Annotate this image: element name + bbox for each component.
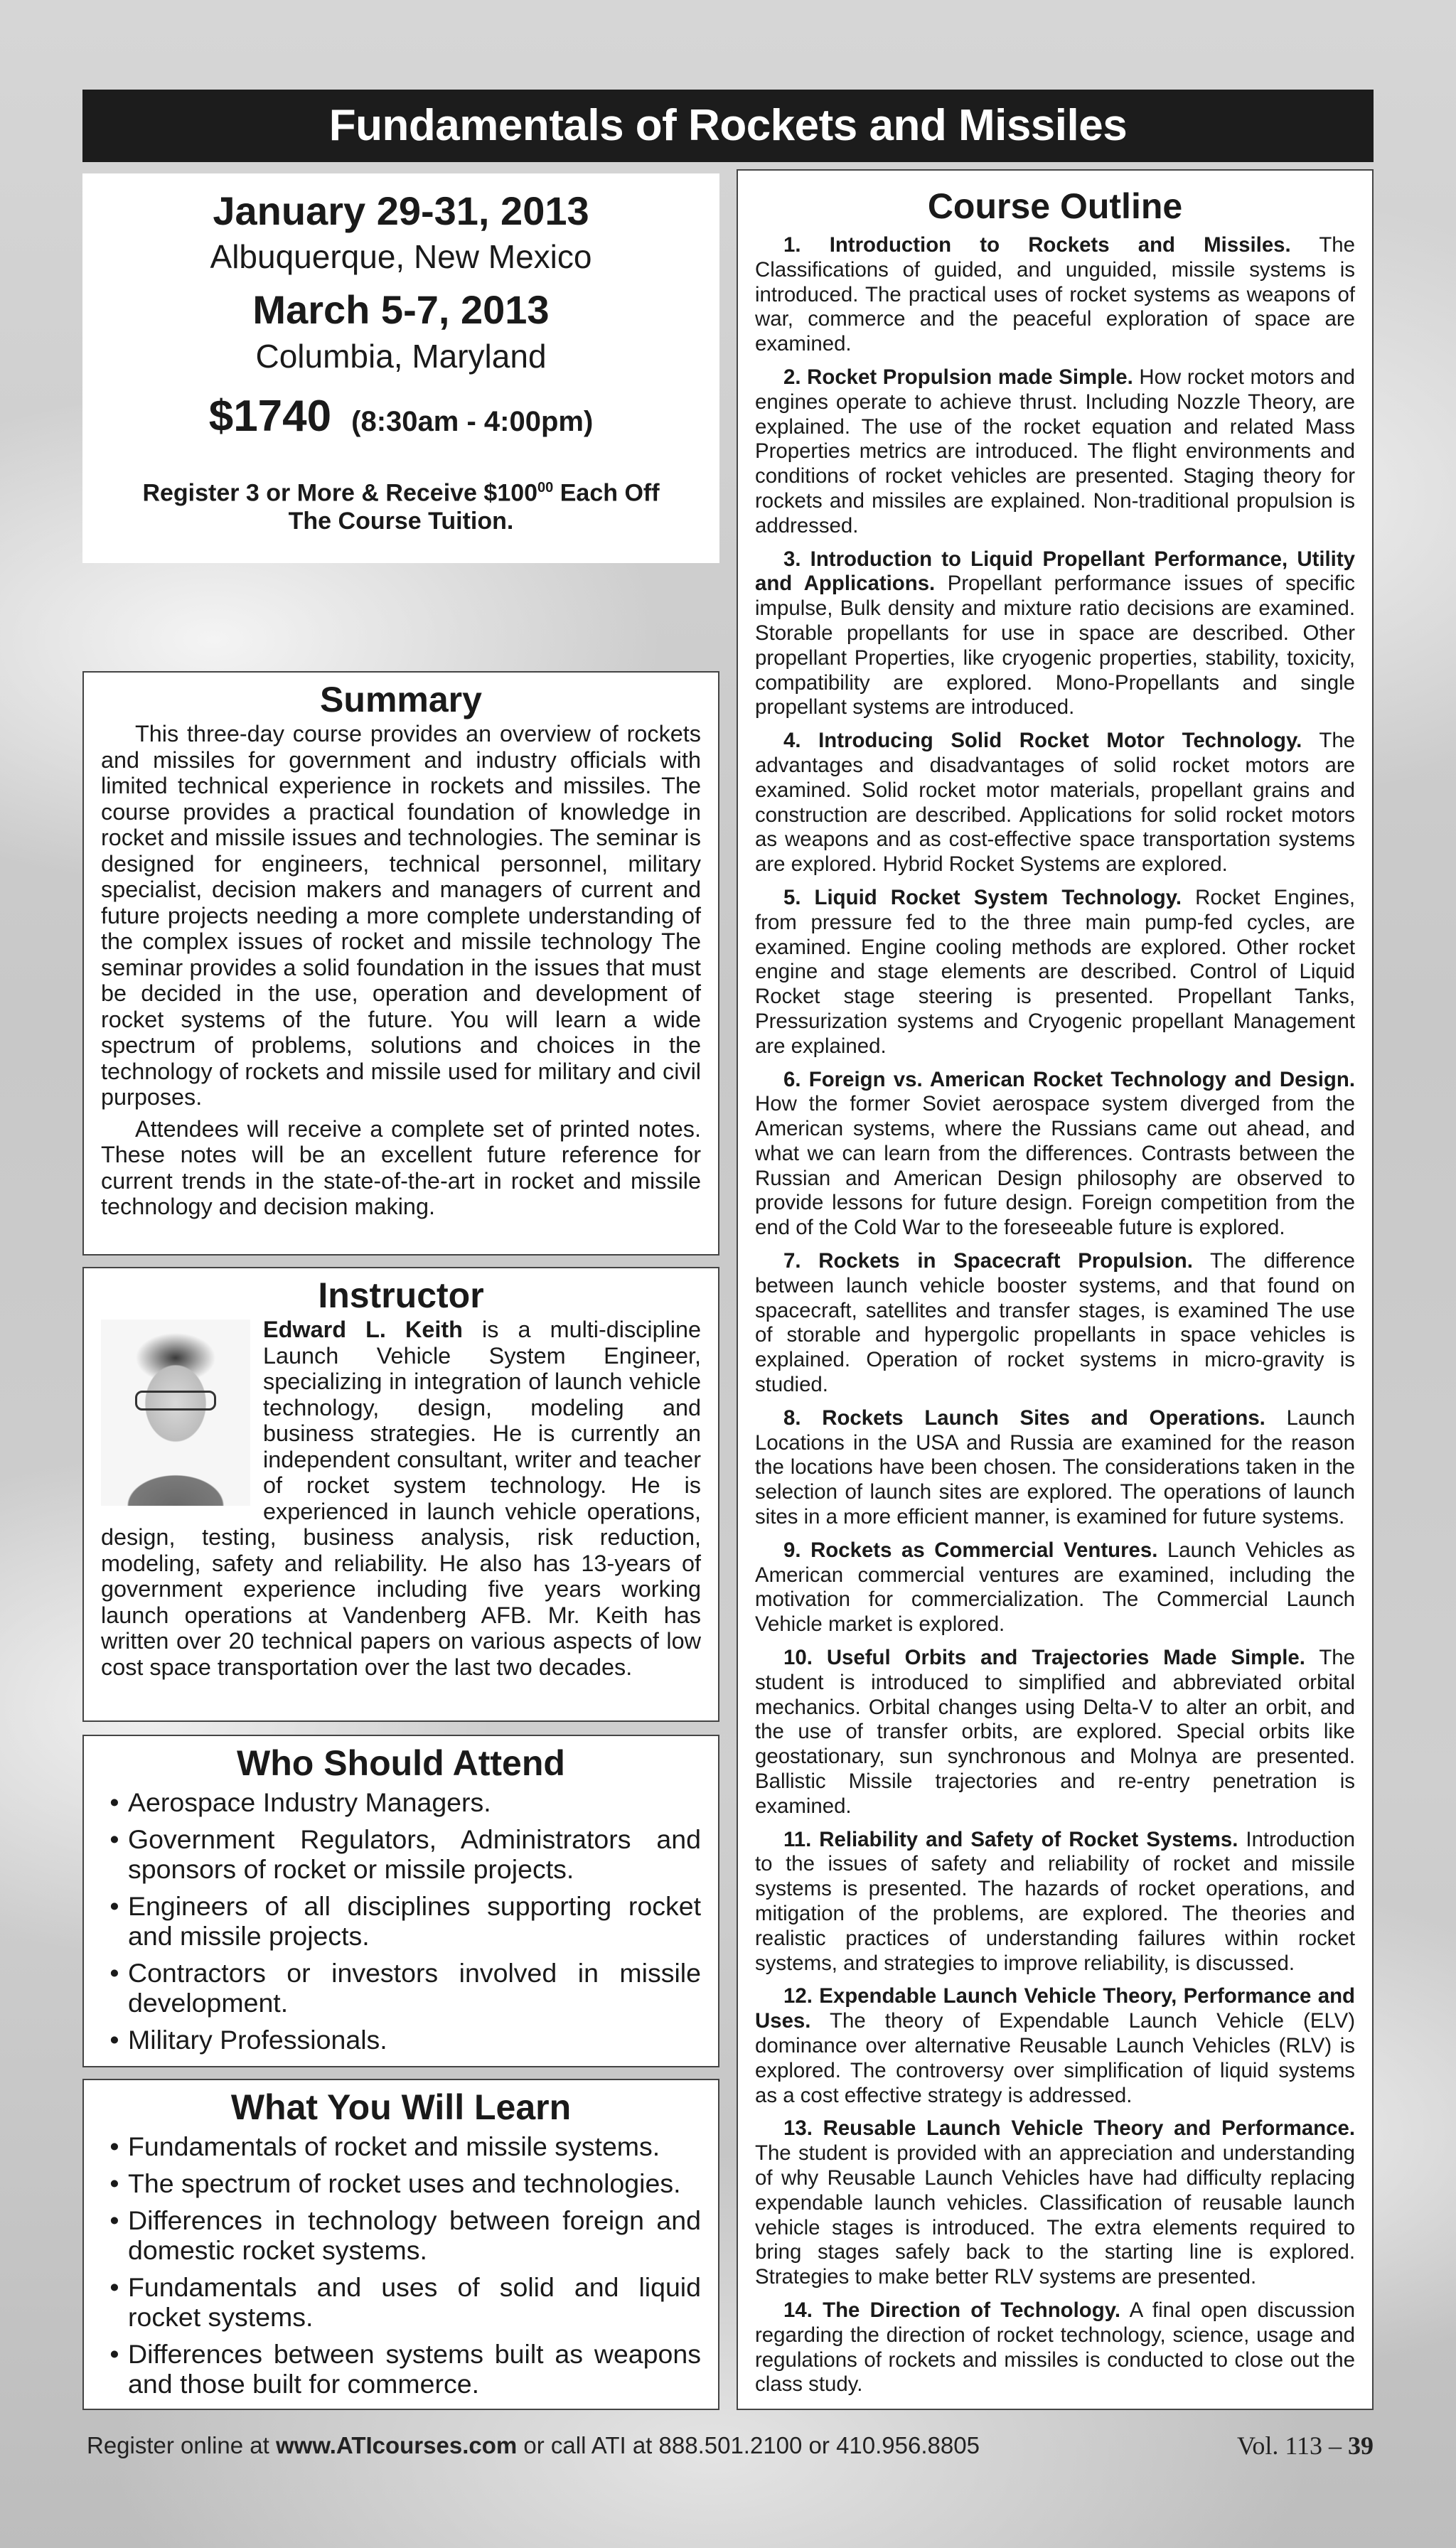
group-discount-note (82, 473, 719, 535)
outline-item-heading: 9. Rockets as Commercial Ventures. (783, 1538, 1158, 1562)
instructor-box (82, 1267, 719, 1722)
outline-item-body: The advantages and disadvantages of solid rocket motors are examined. Solid rocket motor materials, propellant grains and construction are described. Applications for solid rocket motors as weapons and as cost-effective space transportation systems are explored. Hybrid Rocket Systems are explored. (755, 729, 1356, 877)
bullet-icon: • (109, 2131, 119, 2161)
page-number: 39 (1348, 2431, 1374, 2460)
what-you-will-learn-title: What You Will Learn (230, 2087, 572, 2127)
instructor-title: Instructor (318, 1275, 484, 1315)
outline-item-heading: 13. Reusable Launch Vehicle Theory and Performance. (783, 2116, 1355, 2141)
list-item (101, 2205, 701, 2265)
session-city-2: Columbia, Maryland (255, 338, 547, 375)
list-item-text: Government Regulators, Administrators and sponsors of rocket or missile projects. (128, 1824, 701, 1884)
outline-item (755, 233, 1355, 357)
list-item (101, 2272, 701, 2332)
list-item-text: Military Professionals. (128, 2025, 387, 2055)
volume-label: Vol. 113 – (1236, 2431, 1348, 2460)
bullet-icon: • (109, 2339, 119, 2369)
volume-page-number (1237, 2431, 1374, 2460)
list-item-text: Aerospace Industry Managers. (128, 1787, 491, 1817)
bullet-icon: • (109, 1787, 119, 1817)
bullet-icon: • (109, 2205, 119, 2235)
outline-item (755, 365, 1355, 539)
schedule-panel (82, 173, 719, 563)
list-item (101, 1787, 701, 1817)
attendee-list (101, 1787, 701, 2055)
bullet-icon: • (109, 1891, 119, 1921)
course-hours: (8:30am - 4:00pm) (351, 406, 594, 437)
discount-cents: 00 (537, 480, 554, 496)
outline-item-heading: 6. Foreign vs. American Rocket Technology and Design. (783, 1067, 1355, 1091)
outline-item (755, 1646, 1355, 1819)
outline-item (755, 547, 1355, 721)
session-date-1: January 29-31, 2013 (213, 188, 589, 233)
glasses-icon (135, 1391, 216, 1410)
outline-item-body: Rocket Engines, from pressure fed to the three main pump-fed cycles, are examined. Engine cooling methods are explored. Other rocket engine and stage elements are described. Control of Liquid Rocket stage steering is presented. Propellant Tanks, Pressurization systems and Cryogenic propellant Management are explained. (755, 885, 1355, 1058)
outline-item-body: How rocket motors and engines operate to achieve thrust. Including Nozzle Theory, are explained. The use of the rocket equation and related Mass Properties metrics are introduced. The flight environments and conditions of rocket vehicles are presented. Staging theory for rockets and missiles are explained. Non-traditional propulsion is addressed. (755, 365, 1356, 537)
list-item-text: Differences in technology between foreign and domestic rocket systems. (128, 2205, 701, 2265)
outline-item-heading: 12. Expendable Launch Vehicle Theory, Performance and Uses. (755, 1984, 1355, 2033)
outline-item-body: The difference between launch vehicle booster systems, and that found on spacecraft, satellites and transfer stages, is examined The use of storable and hypergolic propellants in space vehicles is explained. Operation of rocket systems in micro-gravity is studied. (755, 1249, 1355, 1397)
list-item-text: Engineers of all disciplines supporting rocket and missile projects. (128, 1891, 701, 1951)
discount-text-a: Register 3 or More & Receive $100 (142, 479, 538, 507)
course-outline-box (737, 169, 1374, 2410)
outline-item-heading: 8. Rockets Launch Sites and Operations. (783, 1406, 1265, 1430)
list-item (101, 1891, 701, 1951)
page-footer (87, 2431, 1374, 2460)
outline-item-body: The Classifications of guided, and unguided, missile systems is introduced. The practical uses of rocket systems as weapons of war, commerce and the peaceful exploration of space are examined. (755, 233, 1355, 356)
outline-item-heading: 14. The Direction of Technology. (783, 2298, 1121, 2322)
footer-register-text: Register online at (87, 2432, 276, 2458)
bullet-icon: • (109, 1824, 119, 1854)
outline-item-body: A final open discussion regarding the direction of rocket technology, science, usage and regulations of rockets and missiles is conducted to close out the class study. (755, 2298, 1355, 2397)
instructor-name: Edward L. Keith (263, 1317, 463, 1342)
outline-item-heading: 5. Liquid Rocket System Technology. (783, 885, 1182, 909)
outline-item-body: Introduction to the issues of safety and reliability of rocket and missile systems is presented. The hazards of rocket operations, and mitigation of the problems, are explored. The theories and realistic practices of understanding failures within rocket systems, and strategies to improve reliability, is discussed. (755, 1827, 1355, 1975)
bullet-icon: • (109, 2168, 119, 2198)
summary-paragraph-1: This three-day course provides an overview of rockets and missiles for government and industry officials with limited technical experience in rockets and missiles. The course provides a practical foundation of knowledge in rocket and missile issues and technologies. The seminar is designed for engineers, technical personnel, military specialist, decision makers and managers of current and future projects needing a more complete understanding of the complex issues of rocket and missile technology The seminar provides a solid foundation in the issues that must be decided in the use, operation and development of rocket systems of the future. You will learn a wide spectrum of problems, solutions and choices in the technology of rockets and missile used for military and civil purposes. (101, 721, 701, 1110)
list-item (101, 2168, 701, 2198)
list-item-text: Contractors or investors involved in missile development. (128, 1958, 701, 2018)
outline-item-body: Propellant performance issues of specific impulse, Bulk density and mixture ratio decisions are examined. Storable propellants for use in space are described. Other propellant Properties, like cryogenic properties, stability, toxicity, compatibility are explored. Mono-Propellants and single propellant systems are introduced. (755, 572, 1355, 719)
outline-item-body: Launch Locations in the USA and Russia are examined for the reason the locations have been chosen. The considerations taken in the selection of launch sites are explored. The operations of launch sites in a more efficient manner, is examined for future systems. (755, 1406, 1355, 1529)
list-item-text: Fundamentals and uses of solid and liquid rocket systems. (128, 2272, 701, 2332)
list-item (101, 2131, 701, 2161)
outline-item (755, 1068, 1355, 1241)
outline-item-body: Launch Vehicles as American commercial ventures are examined, including the motivation for commercialization. The Commercial Launch Vehicle market is explored. (755, 1538, 1355, 1637)
outline-item-heading: 11. Reliability and Safety of Rocket Systems. (783, 1827, 1238, 1851)
outline-item (755, 1538, 1355, 1637)
course-outline-title: Course Outline (927, 186, 1183, 226)
outline-item-body: The student is provided with an appreciation and understanding of why Reusable Launch Vehicles have had difficulty replacing expendable launch vehicles. Classification of reusable launch vehicle stages is introduced. The extra elements required to bring stages safely back to the starting line is explored. Strategies to make better RLV systems are presented. (755, 2141, 1355, 2289)
outline-item-body: The theory of Expendable Launch Vehicle (ELV) dominance over alternative Reusable Launch Vehicles (RLV) is explored. The controversy over simplification of liquid systems as a cost effective strategy is addressed. (755, 2009, 1355, 2107)
list-item (101, 1958, 701, 2018)
outline-item (755, 2116, 1355, 2290)
list-item (101, 1824, 701, 1884)
outline-item-body: How the former Soviet aerospace system diverged from the American systems, where the Russians came out ahead, and what we can learn from the differences. Contrasts between the Russian and American Design philosophy are observed to provide lessons for future design. Foreign competition from the end of the Cold War to the foreseeable future is explored. (755, 1092, 1355, 1240)
bullet-icon: • (109, 2272, 119, 2302)
outline-item-heading: 7. Rockets in Spacecraft Propulsion. (783, 1249, 1193, 1273)
outline-item (755, 1984, 1355, 2108)
session-city-1: Albuquerque, New Mexico (210, 238, 592, 275)
course-price: $1740 (208, 392, 332, 441)
outline-item (755, 1828, 1355, 1976)
footer-phone-text: or call ATI at 888.501.2100 or 410.956.8805 (517, 2432, 980, 2458)
summary-title: Summary (320, 680, 482, 719)
page-title: Fundamentals of Rockets and Missiles (82, 90, 1374, 162)
list-item (101, 2339, 701, 2399)
outline-item-heading: 3. Introduction to Liquid Propellant Performance, Utility and Applications. (755, 547, 1355, 596)
outline-item (755, 886, 1355, 1059)
what-you-will-learn-box (82, 2079, 719, 2410)
instructor-bio-text: is a multi-discipline Launch Vehicle System Engineer, specializing in integration of launch vehicle technology, design, modeling and business strategies. He is currently an independent consultant, writer and teacher of rocket system technology. He is experienced in launch vehicle operations, design, testing, business analysis, risk reduction, modeling, safety and reliability. He also has 13-years of government experience including five years working launch operations at Vandenberg AFB. Mr. Keith has written over 20 technical papers on various aspects of low cost space transportation over the last two decades. (101, 1317, 702, 1680)
discount-text-b: Each Off The Course Tuition. (288, 479, 660, 535)
outline-item-heading: 2. Rocket Propulsion made Simple. (783, 365, 1133, 389)
who-should-attend-box (82, 1735, 719, 2067)
outline-item (755, 1249, 1355, 1398)
instructor-photo (101, 1320, 250, 1506)
outline-item-heading: 1. Introduction to Rockets and Missiles. (783, 233, 1291, 257)
outline-item (755, 1406, 1355, 1530)
learning-list (101, 2131, 701, 2399)
outline-item (755, 2298, 1355, 2397)
registration-link[interactable]: www.ATIcourses.com (275, 2432, 518, 2458)
price-line (82, 390, 719, 455)
outline-item (755, 729, 1355, 877)
summary-paragraph-2: Attendees will receive a complete set of printed notes. These notes will be an excellent future reference for current trends in the state-of-the-art in rocket and missile technology and decision making. (101, 1115, 701, 1219)
summary-box (82, 671, 719, 1256)
list-item-text: Differences between systems built as weapons and those built for commerce. (128, 2339, 701, 2399)
list-item-text: Fundamentals of rocket and missile systems. (128, 2131, 660, 2161)
outline-item-heading: 10. Useful Orbits and Trajectories Made Simple. (783, 1646, 1305, 1670)
bullet-icon: • (109, 2025, 119, 2055)
list-item-text: The spectrum of rocket uses and technologies. (128, 2168, 681, 2198)
list-item (101, 2025, 701, 2055)
who-should-attend-title: Who Should Attend (237, 1743, 565, 1783)
instructor-bio (101, 1317, 701, 1680)
outline-item-heading: 4. Introducing Solid Rocket Motor Technology. (783, 729, 1302, 753)
session-date-2: March 5-7, 2013 (252, 287, 550, 332)
outline-item-body: The student is introduced to simplified and abbreviated orbital mechanics. Orbital changes using Delta-V to alter an orbit, and the use of transfer orbits, are explored. Special orbits like geostationary, sun synchronous and Molnya are presented. Ballistic Missile trajectories and re-entry penetration is examined. (755, 1646, 1355, 1818)
bullet-icon: • (109, 1958, 119, 1988)
